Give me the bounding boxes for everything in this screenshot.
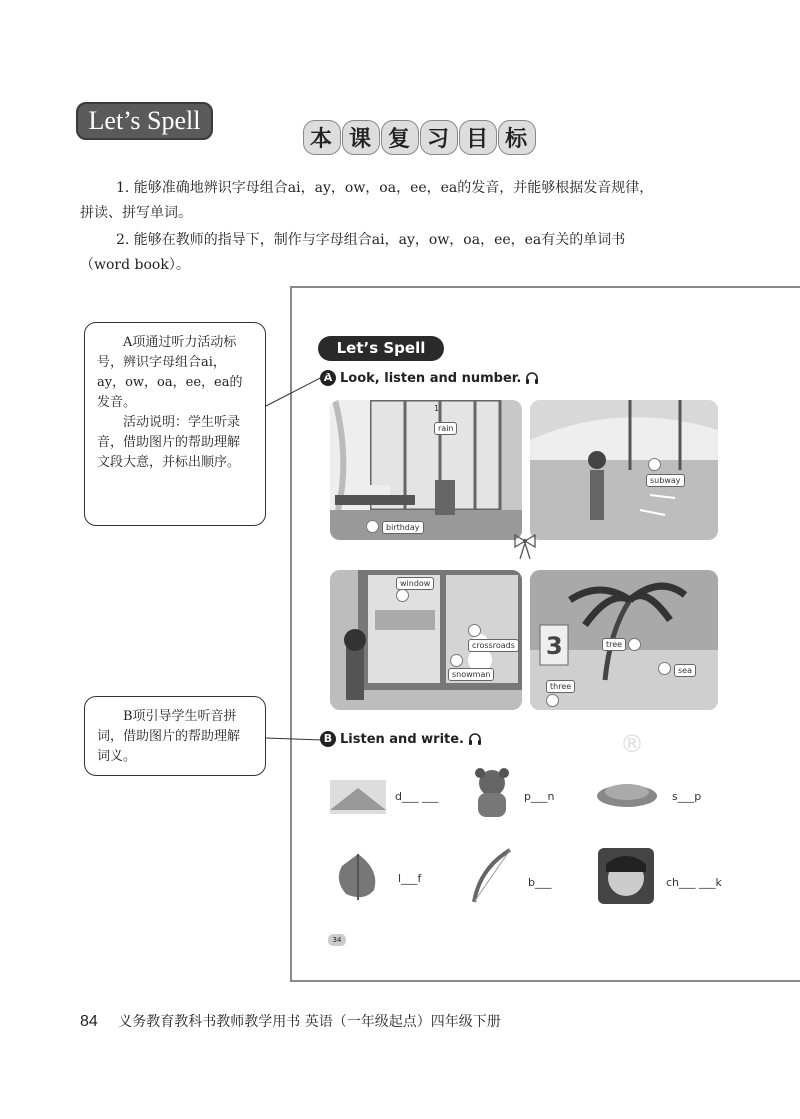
scene-4-sign: 3 <box>546 632 563 660</box>
review-title-char: 标 <box>498 120 536 155</box>
blank-6[interactable]: ch___ ___k <box>666 876 722 889</box>
blank-5[interactable]: b___ <box>528 876 552 889</box>
note-a-para-2: 活动说明：学生听录音，借助图片的帮助理解文段大意，并标出顺序。 <box>97 415 241 470</box>
textbook-page-number: 34 <box>328 934 346 946</box>
tag-sea: sea <box>674 664 696 677</box>
note-section-a <box>84 322 266 526</box>
answer-circle[interactable] <box>366 520 379 533</box>
section-a-letter: A <box>320 370 336 386</box>
section-b-letter: B <box>320 731 336 747</box>
bow-icon <box>512 533 538 561</box>
blank-3[interactable]: s___p <box>672 790 702 803</box>
review-goals-title <box>303 120 537 150</box>
headphone-icon <box>468 732 482 746</box>
road-picture <box>330 780 386 814</box>
answer-circle[interactable] <box>658 662 671 675</box>
headphone-icon <box>525 371 539 385</box>
answer-circle[interactable] <box>546 694 559 707</box>
lets-spell-header-badge: Let’s Spell <box>76 102 213 140</box>
tag-tree: tree <box>602 638 626 651</box>
review-title-char: 复 <box>381 120 419 155</box>
answer-circle[interactable] <box>396 589 409 602</box>
bear-picture <box>470 767 514 819</box>
textbook-lets-spell-badge: Let’s Spell <box>318 336 444 361</box>
goal-2-line-1: 2. 能够在教师的指导下，制作与字母组合ai，ay，ow，oa，ee，ea有关的单词书 <box>116 232 626 248</box>
tag-birthday: birthday <box>382 521 424 534</box>
footer-page-number: 84 <box>80 1013 98 1030</box>
watermark-registered: ® <box>620 730 644 758</box>
footer-book-title: 义务教育教科书教师教学用书 英语（一年级起点）四年级下册 <box>118 1014 501 1030</box>
cheek-picture <box>598 848 654 904</box>
section-a-heading <box>320 370 539 386</box>
blank-4[interactable]: l___f <box>398 872 422 885</box>
scene-1-number: 1 <box>434 404 440 413</box>
answer-circle[interactable] <box>648 458 661 471</box>
scene-1-window-rain <box>330 400 522 540</box>
scene-1-illustration <box>330 400 522 540</box>
page-footer <box>80 1011 501 1031</box>
note-b-connector <box>266 736 324 742</box>
review-title-char: 本 <box>303 120 341 155</box>
goal-2 <box>80 228 720 278</box>
soap-picture <box>596 778 658 808</box>
scene-2-subway <box>530 400 718 540</box>
leaf-picture <box>334 852 382 902</box>
blank-2[interactable]: p___n <box>524 790 555 803</box>
goal-1-line-1: 1. 能够准确地辨识字母组合ai，ay，ow，oa，ee，ea的发音，并能够根据发音规律， <box>116 180 654 196</box>
tag-three: three <box>546 680 575 693</box>
review-title-char: 习 <box>420 120 458 155</box>
goal-2-line-2: （word book）。 <box>80 257 190 273</box>
tag-rain: rain <box>434 422 457 435</box>
note-b-para-1: B项引导学生听音拼词，借助图片的帮助理解词义。 <box>97 709 241 764</box>
review-title-char: 课 <box>342 120 380 155</box>
review-title-char: 目 <box>459 120 497 155</box>
section-b-heading <box>320 731 482 747</box>
tag-crossroads: crossroads <box>468 639 519 652</box>
answer-circle[interactable] <box>450 654 463 667</box>
tag-window: window <box>396 577 434 590</box>
note-a-para-1: A项通过听力活动标号，辨识字母组合ai，ay，ow，oa，ee，ea的发音。 <box>97 335 243 410</box>
tag-snowman: snowman <box>448 668 494 681</box>
answer-circle[interactable] <box>468 624 481 637</box>
goal-1-line-2: 拼读、拼写单词。 <box>80 205 192 221</box>
scene-2-illustration <box>530 400 718 540</box>
note-a-connector <box>266 372 330 408</box>
bow-weapon-picture <box>470 848 516 904</box>
answer-circle[interactable] <box>628 638 641 651</box>
tag-subway: subway <box>646 474 685 487</box>
note-section-b <box>84 696 266 776</box>
section-a-title: Look, listen and number. <box>340 370 522 386</box>
blank-1[interactable]: d___ ___ <box>395 790 439 803</box>
section-b-title: Listen and write. <box>340 731 464 747</box>
goal-1 <box>80 176 720 226</box>
